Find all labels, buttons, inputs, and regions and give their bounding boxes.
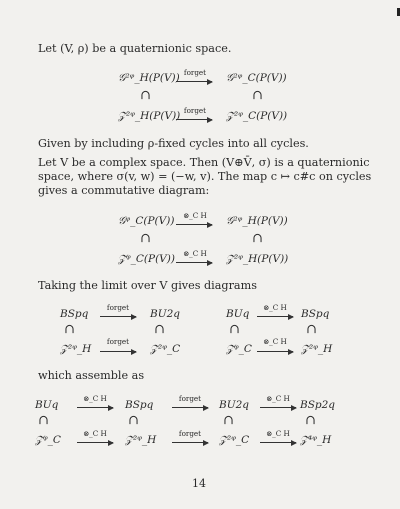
d5-top-arrow-1 xyxy=(77,407,113,408)
d5-bottom-arrow-2 xyxy=(172,442,208,443)
d5-bottom-2: 𝒵²ᵠ_H xyxy=(125,434,157,446)
d4-top-arrow-label: ⊗_C H xyxy=(263,303,287,312)
paragraph-2: Given by including ρ-fixed cycles into all cycles. xyxy=(38,137,309,150)
d1-right-inclusion: ∩ xyxy=(252,88,263,103)
d5-inclusion-2: ∩ xyxy=(128,413,139,428)
d5-top-1: BUq xyxy=(35,399,59,411)
d3-top-arrow xyxy=(100,316,136,317)
d5-label-3: ⊗_C H xyxy=(266,394,290,403)
d1-top-right: 𝒢²ᵠ_C(P(V)) xyxy=(226,72,287,84)
d2-bottom-arrow xyxy=(176,262,212,263)
d5-top-arrow-2 xyxy=(172,407,208,408)
d2-top-left: 𝒢ᵠ_C(P(V)) xyxy=(118,215,175,227)
d3-bottom-left: 𝒵²ᵠ_H xyxy=(60,343,92,355)
paragraph-3-line-2: space, where σ(v, w) = (−w, v). The map c ↦ c#c on cycles xyxy=(38,170,372,183)
d5-top-3: BU2q xyxy=(219,399,249,411)
d3-bottom-arrow-label: forget xyxy=(106,337,130,346)
d5-inclusion-3: ∩ xyxy=(223,413,234,428)
d5-bottom-1: 𝒵ᵠ_C xyxy=(35,434,61,446)
d3-bottom-arrow xyxy=(100,351,136,352)
d3-left-inclusion: ∩ xyxy=(64,322,75,337)
d1-bottom-left: 𝒵²ᵠ_H(P(V)) xyxy=(118,110,181,122)
d5-label-1: ⊗_C H xyxy=(83,394,107,403)
d5-bottom-label-2: forget xyxy=(178,429,202,438)
d1-top-arrow xyxy=(176,81,212,82)
d5-bottom-label-3: ⊗_C H xyxy=(266,429,290,438)
d4-bottom-arrow xyxy=(257,351,293,352)
d5-bottom-label-1: ⊗_C H xyxy=(83,429,107,438)
d3-top-arrow-label: forget xyxy=(106,303,130,312)
paragraph-5: which assemble as xyxy=(38,369,145,382)
d2-bottom-right: 𝒵²ᵠ_H(P(V)) xyxy=(226,253,289,265)
d1-top-arrow-label: forget xyxy=(183,68,207,77)
d2-bottom-arrow-label: ⊗_C H xyxy=(183,249,207,258)
d1-left-inclusion: ∩ xyxy=(140,88,151,103)
d2-top-arrow-label: ⊗_C H xyxy=(183,211,207,220)
d2-right-inclusion: ∩ xyxy=(252,231,263,246)
d5-label-2: forget xyxy=(178,394,202,403)
d5-bottom-arrow-3 xyxy=(260,442,296,443)
d4-top-left: BUq xyxy=(226,308,250,320)
d2-bottom-left: 𝒵ᵠ_C(P(V)) xyxy=(118,253,175,265)
d5-bottom-3: 𝒵²ᵠ_C xyxy=(219,434,250,446)
d4-bottom-right: 𝒵²ᵠ_H xyxy=(301,343,333,355)
d4-top-arrow xyxy=(257,316,293,317)
d3-bottom-right: 𝒵²ᵠ_C xyxy=(150,343,181,355)
d3-right-inclusion: ∩ xyxy=(154,322,165,337)
page-number: 14 xyxy=(192,477,206,490)
d1-bottom-arrow xyxy=(176,119,212,120)
d1-bottom-arrow-label: forget xyxy=(183,106,207,115)
d5-inclusion-1: ∩ xyxy=(38,413,49,428)
paragraph-3-line-1: Let V be a complex space. Then (V⊕V̄, σ) is a quaternionic xyxy=(38,156,370,169)
paragraph-4: Taking the limit over V gives diagrams xyxy=(38,279,257,292)
d5-inclusion-4: ∩ xyxy=(305,413,316,428)
d3-top-left: BSpq xyxy=(60,308,89,320)
d2-top-arrow xyxy=(176,224,212,225)
d1-top-left: 𝒢²ᵠ_H(P(V)) xyxy=(118,72,180,84)
d5-top-arrow-3 xyxy=(260,407,296,408)
d4-bottom-left: 𝒵ᵠ_C xyxy=(226,343,252,355)
d4-right-inclusion: ∩ xyxy=(306,322,317,337)
d1-bottom-right: 𝒵²ᵠ_C(P(V)) xyxy=(226,110,288,122)
d5-bottom-4: 𝒵⁴ᵠ_H xyxy=(300,434,332,446)
d5-bottom-arrow-1 xyxy=(77,442,113,443)
paragraph-3-line-3: gives a commutative diagram: xyxy=(38,184,210,197)
d4-left-inclusion: ∩ xyxy=(229,322,240,337)
d4-top-right: BSpq xyxy=(301,308,330,320)
d5-top-4: BSp2q xyxy=(300,399,336,411)
d4-bottom-arrow-label: ⊗_C H xyxy=(263,337,287,346)
d2-left-inclusion: ∩ xyxy=(140,231,151,246)
d3-top-right: BU2q xyxy=(150,308,180,320)
paragraph-1: Let (V, ρ) be a quaternionic space. xyxy=(38,42,232,55)
d5-top-2: BSpq xyxy=(125,399,154,411)
d2-top-right: 𝒢²ᵠ_H(P(V)) xyxy=(226,215,288,227)
